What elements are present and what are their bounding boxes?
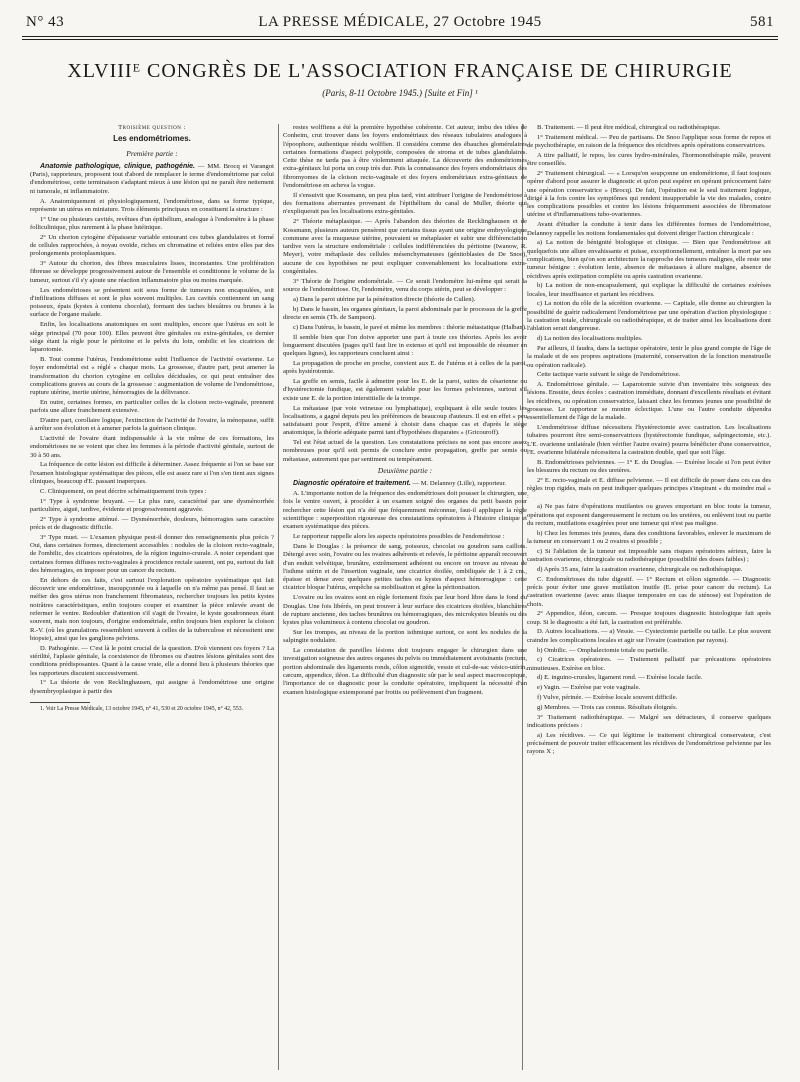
- paragraph: A. Endométriose génitale. — Laparotomie suivie d'un inventaire très soigneux des lésions. Ensuite, deux écoles : castration immédiate, donnant d'excellents résultats et évitant les récidives, ou opération conservatrice, laissant chez les femmes jeunes une possibilité de grossesse. Le rapporteur se montre éclectique. L'une ou l'autre conduite dépendra essentiellement de l'âge de la malade.: [527, 381, 771, 422]
- paragraph: e) Vagin. — Exérèse par voie vaginale.: [537, 684, 641, 692]
- paragraph: 1° Une ou plusieurs cavités, revêtues d'un épithélium, analogue à l'endomètre à la phase folliculinique, plus rarement à la phase lutéinique.: [30, 215, 274, 231]
- congress-title: XLVIIIᴱ CONGRÈS DE L'ASSOCIATION FRANÇAISE DE CHIRURGIE: [67, 60, 733, 82]
- paragraph: b) Chez les femmes très jeunes, dans des conditions favorables, enlever le maximum de la tumeur en conservant 1 ou 2 ovaires si possible ;: [527, 529, 771, 545]
- header-rule: [22, 36, 778, 37]
- paragraph: L'ovaire ou les ovaires sont en règle fortement fixés par leur bord libre dans le fond du Douglas. Une fois libérés, on peut trouver à leur surface des cicatrices étoilées, blanchâtres de rupture ancienne, des taches brunâtres ou hémorragiques, des microkystes bleutés ou des kystes plus volumineux à contenu chocolat ou goudron.: [283, 594, 527, 627]
- paragraph: 2° Théorie métaplasique. — Après l'abandon des théories de Recklinghausen et de Kossmann, plusieurs auteurs pensèrent que certains tissus ayant une origine embryologique commune avec la muqueuse utérine, pouvaient se métaplasier et subir une différenciation tardive vers la structure endométriale : cellules indifférenciées du péritoine (Iwanow, R. Meyer), votre métaplasie des cellules mésenchymateuses (génitoblastes de De Snoo), aucune de ces hypothèses ne peut expliquer convenablement les localisations extra-congénitales.: [283, 218, 527, 276]
- paragraph: c) Cicatrices opératoires. — Traitement palliatif par précautions opératoires minutieuses. Exérèse en bloc.: [527, 656, 771, 672]
- paragraph: Il semble bien que l'on doive apporter une part à toute ces théories. Après les avoir longuement discutées (pages qu'il faut lire in extenso et qu'il est impossible de résumer en quelques lignes), les rapporteurs concluent ainsi :: [283, 333, 527, 358]
- session-line: (Paris, 8-11 Octobre 1945.) [Suite et Fin] ¹: [322, 88, 478, 98]
- part-heading: Première partie :: [126, 148, 178, 158]
- paragraph: Il s'ensuivit que Kossmann, un peu plus tard, vint attribuer l'origine de l'endométriose à des formations aberrantes provenant de l'épithélium du canal de Muller, théorie qui n'expliquerait pas les localisations extra-génitales.: [283, 191, 527, 216]
- paragraph: L'endométriose diffuse nécessitera l'hystérectomie avec castration. Les localisations tubaires pourront être semi-conservatrices (hystérectomie fundique, salpingectomie, etc.). L'E. ovarienne unilatérale (bien vérifier l'autre ovaire) pourra bénéficier d'une conservatrice, l'E. ovarienne bilatérale nécessitera la castration double, quel que soit l'âge.: [527, 424, 771, 456]
- paragraph: f) Vulve, périnée. — Exérèse locale souvent difficile.: [537, 694, 678, 701]
- paragraph: a) Les récidives. — Ce qui légitime le traitement chirurgical conservateur, c'est précisément de pouvoir traiter efficacement les récidives de l'endométriose pelvienne par les rayons X ;: [527, 731, 771, 756]
- running-header: [20, 14, 780, 34]
- paragraph: a) La notion de bénignité biologique et clinique. — Bien que l'endométriose ait quelquefois une allure envahissante et puisse, exceptionnellement, entraîner la mort par ses complications, bien qu'on son architecture la rapproche des tumeurs malignes, elle reste une tumeur bénigne : évolution lente, absence de métastases à allure maligne, absence de récidives après extirpation complète ou après castration ovarienne.: [527, 239, 771, 280]
- paragraph: [30, 163, 274, 196]
- paragraph: Dans le Douglas : la présence de sang, poisseux, chocolat ou goudron sans caillots. Détergé avec soin, l'ovaire ou les ovaires adhérents et relevés, le péritoine apparaît recouvert d'un enduit velvétique, brunâtre, extrêmement adhérent ou encore on trouve au niveau de l'isthme utérin et de l'insertion vaginale, une cicatrice étoilée, ombiliquée de 1 à 2 cm., épaisse et dense avec quelques petites taches ou kystes d'aspect hémorragique : cette cicatrice bloque l'utérus, empêche sa mobilisation et gêne la péritonisation.: [283, 542, 527, 592]
- paragraph: C. Cliniquement, on peut décrire schématiquement trois types :: [40, 487, 207, 495]
- paragraph: Les endométrioses se présentent soit sous forme de tumeurs non encapsulées, soit d'infiltrations diffuses et sont le plus souvent multiples. Les cavités contiennent un sang poisseux, épais (kystes à contenu chocolat), formant des taches bleuâtres ou brunes à la surface de l'organe malade.: [30, 286, 274, 319]
- paragraph: b) Dans le bassin, les organes génitaux, la paroi abdominale par le processus de la greffe directe en semis (Th. de Sampson).: [283, 305, 527, 322]
- paragraph: g) Membres. — Trois cas connus. Résultats éloignés.: [537, 703, 678, 711]
- paragraph: Le rapporteur rappelle alors les aspects opératoires possibles de l'endométriose :: [293, 533, 505, 541]
- paragraph: 2° Type à syndrome atténué. — Dysménorrhée, douleurs, hémorragies sans caractère précis et de diagnostic difficile.: [30, 515, 274, 532]
- paragraph: 1° Traitement médical. — Peu de partisans. De Snoo l'applique sous forme de repos et de psychothérapie, en raison de la fréquence des récidives après opérations conservatrices.: [527, 133, 771, 150]
- paragraph: La propagation de proche en proche, convient aux E. de l'utérus et à celles de la paroi, après hystérotomie.: [283, 360, 527, 376]
- paragraph: Enfin, les localisations anatomiques en sont multiples, encore que l'utérus en soit le siège principal (70 pour 100). Elles peuvent être génitales ou extra-génitales, ce dernier siège étant la règle pour le péritoine et le pelvis du loin, ombilic et les cicatrices de laparotomie.: [30, 321, 274, 354]
- paragraph: A. L'importante notion de la fréquence des endométrioses doit pousser le chirurgien, une fois le ventre ouvert, à procéder à un examen soigné des organes du petit bassin pour rechercher cette lésion qui n'a été que fréquemment méconnue, faut-il appliquer la règle scientifique : superposition rigoureuse des constatations opératoires à l'histoire clinique et examen systématique des pièces.: [283, 490, 527, 531]
- paragraph: c) Si l'ablation de la tumeur est impossible sans risques opératoires sérieux, faire la castration ovarienne, chirurgicale ou radiothérapique (possibilité des doses faibles) ;: [527, 547, 771, 564]
- column-2: [283, 124, 527, 1074]
- paragraph: 2° E. recto-vaginale et E. diffuse pelvienne. — Il est difficile de poser dans ces cas des règles trop rigides, mais on peut indiquer quelques principes s'inspirant « du moindre mal » :: [527, 476, 771, 501]
- paragraph: b) Ombilic. — Omphalectomie totale ou partielle.: [537, 646, 669, 654]
- paragraph: 3° Autour du chorion, des fibres musculaires lisses, inconstantes. Une prolifération fibreuse se développe progressivement autour de l'ensemble et conditionne le volume de la tumeur, surtout s'il s'y ajoute une réaction inflammatoire plus ou moins marquée.: [30, 260, 274, 284]
- part-heading: Deuxième partie :: [377, 466, 433, 476]
- paragraph: b) La notion de non-encapsulement, qui explique la difficulté de certaines exérèses locales, leur insuffisance et partant les récidives.: [527, 282, 771, 298]
- paragraph: 1° La théorie de von Recklinghausen, qui assigne à l'endométriose une origine dysembryoplasique à partir des: [30, 679, 274, 695]
- paragraph-text: — MM. Brocq et Varangot (Paris), rapporteurs, proposent tout d'abord de remplacer le terme d'endométriome par celui d'endométriose, cette terminaison s'adaptant mieux à une lésion qui ne paraît être nettement ni tumorale, ni inflammatoire.: [30, 162, 274, 195]
- journal-title: LA PRESSE MÉDICALE, 27 Octobre 1945: [258, 14, 542, 30]
- section-heading: Anatomie pathologique, clinique, pathogénie.: [40, 162, 196, 170]
- paragraph: La fréquence de cette lésion est difficile à déterminer. Assez fréquente si l'on se base sur l'examen histologique systématique des pièces, elle est assez rare si l'on s'en tient aux signes cliniques, beaucoup d'E. passant inaperçues.: [30, 461, 274, 486]
- paragraph: 3° Traitement radiothérapique. — Malgré ses détracteurs, il conserve quelques indications précises :: [527, 713, 771, 729]
- paragraph: La métastase (par voie veineuse ou lymphatique), expliquant à elle seule toutes les localisations, a gagné depuis peu les préférences de beaucoup d'auteurs. Il est en effet « peu satisfaisant pour l'esprit, d'être amené à choisir dans chaque cas et d'après le siège anatomique, la théorie adéquate parmi tant d'hypothèses disparates » (Gricouroff).: [283, 404, 527, 437]
- question-label: Troisième question :: [118, 124, 186, 131]
- column-1: [30, 124, 274, 1074]
- paragraph: c) La notion du rôle de la sécrétion ovarienne. — Capitale, elle donne au chirurgien la possibilité de guérir radicalement l'endométriose par une opération d'action physiologique : la castration totale, chirurgicale ou radiothérapique, et de traiter ainsi les localisations dont l'ablation serait dangereuse.: [527, 300, 771, 333]
- paragraph: D'autre part, corollaire logique, l'extinction de l'activité de l'ovaire, la ménopause, suffit à arrêter son évolution et à amener parfois la guérison clinique.: [30, 417, 274, 433]
- paragraph: La greffe en semis, facile à admettre pour les E. de la paroi, suites de césarienne ou d'hystérectomie fundique, est également valable pour les formes pelviennes, surtout s'il existe une E. de la portion interstitielle de la trompe.: [283, 378, 527, 402]
- paragraph: restes wolffiens a été la première hypothèse cohérente. Cet auteur, imbu des idées de Conheim, crut trouver dans les foyers endométriaux des réseaux tubulaires analogues à l'époophore, authentique résidu wolffien. Il considéra comme des ébauches glomérulaires certaines formations d'aspect polypoïde, composées de stroma et de tubes glandulaires. Cette thèse ne tarda pas à être violemment attaquée. La découverte des endométriomes extra-génitaux lui porta un coup très dur. Puis la connaissance des foyers endométriaux des fibromyomes de la cloison recto-vaginale et des foyers endométriaux extra-génitaux de l'endométriose en acheva la vogue.: [283, 124, 527, 190]
- issue-number: N° 43: [26, 14, 65, 30]
- paragraph: Sur les trompes, au niveau de la portion isthmique surtout, ce sont les nodules de la salpingite nodulaire.: [283, 628, 527, 645]
- column-divider: [278, 124, 279, 1070]
- page-number: 581: [750, 14, 774, 30]
- paragraph: 2° Appendice, iléon, cæcum. — Presque toujours diagnostic histologique fait après coup. Si le diagnostic a été fait, la castration est préférable.: [527, 610, 771, 626]
- section-heading: Diagnostic opératoire et traitement.: [293, 480, 411, 488]
- paragraph: B. Tout comme l'utérus, l'endométriome subit l'influence de l'activité ovarienne. Le foyer endométrial est « réglé » chaque mois. La grossesse, d'autre part, peut amener la transformation du chorion cytogène en cellules déciduales, ce qui peut entraîner des complications graves au cours de la grossesse : augmentation de volume de l'endométriose, rupture utérine, inertie utérine, hémorragies de la délivrance.: [30, 355, 274, 397]
- paragraph: Par ailleurs, il faudra, dans la tactique opératoire, tenir le plus grand compte de l'âge de la malade et de ses propres aspirations (maternité, conservation de la fonction menstruelle ou opération radicale).: [527, 344, 771, 369]
- paragraph: d) Après 35 ans, faire la castration ovarienne, chirurgicale ou radiothérapique.: [537, 565, 743, 573]
- paragraph: En outre, certaines formes, en particulier celles de la cloison recto-vaginale, prennent parfois une allure franchement extensive.: [30, 398, 274, 415]
- paragraph: L'activité de l'ovaire étant indispensable à la vie même de ces formations, les endométrioses ne se voient que chez les femmes à la période d'activité génitale, surtout de 30 à 50 ans.: [30, 435, 274, 459]
- paragraph: A titre palliatif, le repos, les cures hydro-minérales, l'hormonothérapie mâle, peuvent être conseillés.: [527, 151, 771, 168]
- paragraph: c) Dans l'utérus, le bassin, le pavé et même les membres : théorie métastatique (Halban).: [293, 323, 527, 331]
- paragraph: B. Endométrioses pelviennes. — 1° E. du Douglas. — Exérèse locale si l'on peut éviter les blessures du rectum ou des uretères.: [527, 458, 771, 475]
- paragraph: D. Pathogénie. — C'est là le point crucial de la question. D'où viennent ces foyers ? La stérilité, l'aplasie génitale, la coexistence de fibromes ou d'autres lésions génitales sont des conditions prédisposantes. Quant à la cause vraie, elle a donné lieu à plusieurs théories que les rapporteurs discutent successivement.: [30, 644, 274, 677]
- paragraph: d) La notion des localisations multiples.: [537, 335, 643, 343]
- column-3: [527, 124, 771, 1074]
- paragraph: C. Endométrioses du tube digestif. — 1° Rectum et côlon sigmoïde. — Diagnostic précis pour éviter une grave mutilation inutile (E. prise pour cancer du rectum). La castration ovarienne (avec anus iliaque temporaire en cas de sténose) est l'opération de choix.: [527, 575, 771, 608]
- paragraph: D. Autres localisations. — a) Vessie. — Cystectomie partielle ou taille. Le plus souvent craindre les complications locales et agir sur l'ovaire (castration par rayons).: [527, 628, 771, 644]
- paragraph: La constatation de pareilles lésions doit toujours engager le chirurgien dans une investigation soigneuse des autres organes du pelvis ou immédiatement avoisinants (rectum, portion abdominale des ligaments ronds, côlon sigmoïde, vessie et cul-de-sac vésico-utérin, cæcum, appendice, iléon. La difficulté d'un diagnostic sûr par le seul aspect macroscopique, l'importance de ce diagnostic pour la conduite opératoire, impliquent la nécessité d'un examen histologique extemporané par frottis ou prélèvement d'un fragment.: [283, 647, 527, 696]
- footnote: 1. Voir La Presse Médicale, 13 octobre 1945, n° 41, 530 et 20 octobre 1945, n° 42, 553.: [40, 706, 244, 712]
- paragraph: [283, 480, 527, 488]
- paragraph: 2° Un chorion cytogène d'épaisseur variable entourant ces tubes glandulaires et formé de cellules rapprochées, à noyau ovoïde, riches en chromatine et reliées entre elles par des prolongements protoplasmiques.: [30, 233, 274, 258]
- paragraph: A. Anatomiquement et physiologiquement, l'endométriose, dans sa forme typique, représente un utérus en miniature. Trois éléments principaux en constituent la structure :: [30, 197, 274, 213]
- header-rule-double: [22, 39, 778, 40]
- paragraph: Avant d'étudier la conduite à tenir dans les différentes formes de l'endométriose, Delannoy rappelle les notions fondamentales qui doivent diriger l'action chirurgicale :: [527, 221, 771, 237]
- paragraph-text: — M. Delannoy (Lille), rapporteur.: [412, 480, 507, 488]
- paragraph: B. Traitement. — Il peut être médical, chirurgical ou radiothérapique.: [537, 124, 721, 131]
- paragraph: 3° Théorie de l'origine endométriale. — Ce serait l'endomètre lui-même qui serait la source de l'endométriose. Or, l'endomètre, venu du corps utérin, peut se développer :: [283, 277, 527, 294]
- paragraph: Tel est l'état actuel de la question. Les constatations précises ne sont pas encore assez nombreuses pour qu'il soit permis de conclure entre propagation, greffe par semis ou métastase, autrement que par sentiment ou tempérament.: [283, 439, 527, 463]
- paragraph: 3° Type muet. — L'examen physique peut-il donner des renseignements plus précis ? Oui, dans certaines formes, directement accessibles : nodules de la cloison recto-vaginale, de l'ombilic, des cicatrices opératoires, de la région inguino-crurale. A noter cependant que certaines formes diffuses recto-vaginales à procidence rectale saurent, ont pu, surtout du fait des hémorragies, en imposer pour un cancer du rectum.: [30, 533, 274, 575]
- paragraph: 1° Type à syndrome bruyant. — Le plus rare, caractérisé par une dysménorrhée particulière, aiguë, tardive, évidente et progressivement aggravée.: [30, 497, 274, 513]
- footnote-rule: [30, 702, 90, 703]
- paragraph: En dehors de ces faits, c'est surtout l'exploration opératoire systématique qui fait découvrir une endométriose, insoupçonnée ou à laquelle on n'a même pas pensé. Il faut se méfier des gros utérus non franchement fibromateux, rechercher toujours les petits kystes noirâtres caractéristiques, enfin toujours couper et examiner la pièce enlevée avant de refermer le ventre. Redoubler d'attention s'il s'agit de l'ovaire, le kyste goudronneux étant souvent, mais non toujours, d'origine endométriale, enfin toujours bien explorer la cloison R.-V. (où les granulations ressemblent souvent à celles de la tuberculose et nécessitent une biopsie), ainsi que les ganglions pelviens.: [30, 576, 274, 642]
- paragraph: Cette tactique varie suivant le siège de l'endométriose.: [537, 371, 681, 379]
- paragraph: 2° Traitement chirurgical. — « Lorsqu'on soupçonne un endométriome, il faut toujours opérer d'abord pour assurer le diagnostic et qu'on peut espérer en opérant précocement faire une opération conservatrice » (Brocq). De fait, l'opération est le seul traitement logique, dirigé à la fois contre les symptômes qui rendent insupportable la vie des malades, contre les complications possibles et contre les lésions fréquemment associées de fibromatose utérine et d'inflammations tubo-ovariennes.: [527, 169, 771, 219]
- paragraph: a) Dans la paroi utérine par la pénétration directe (théorie de Cullen).: [293, 295, 476, 303]
- paragraph: a) Ne pas faire d'opérations mutilantes ou graves emportant en bloc toute la tumeur, opérations qui exposent dangereusement le rectum ou les uretères, ou enlèvent tout ou partie du rectum, mutilations exagérées pour une tumeur qui n'est pas maligne.: [527, 503, 771, 527]
- paragraph: d) E. inguino-crurales, ligament rond. — Exérèse locale facile.: [537, 674, 703, 682]
- topic-title: Les endométriomes.: [113, 134, 191, 144]
